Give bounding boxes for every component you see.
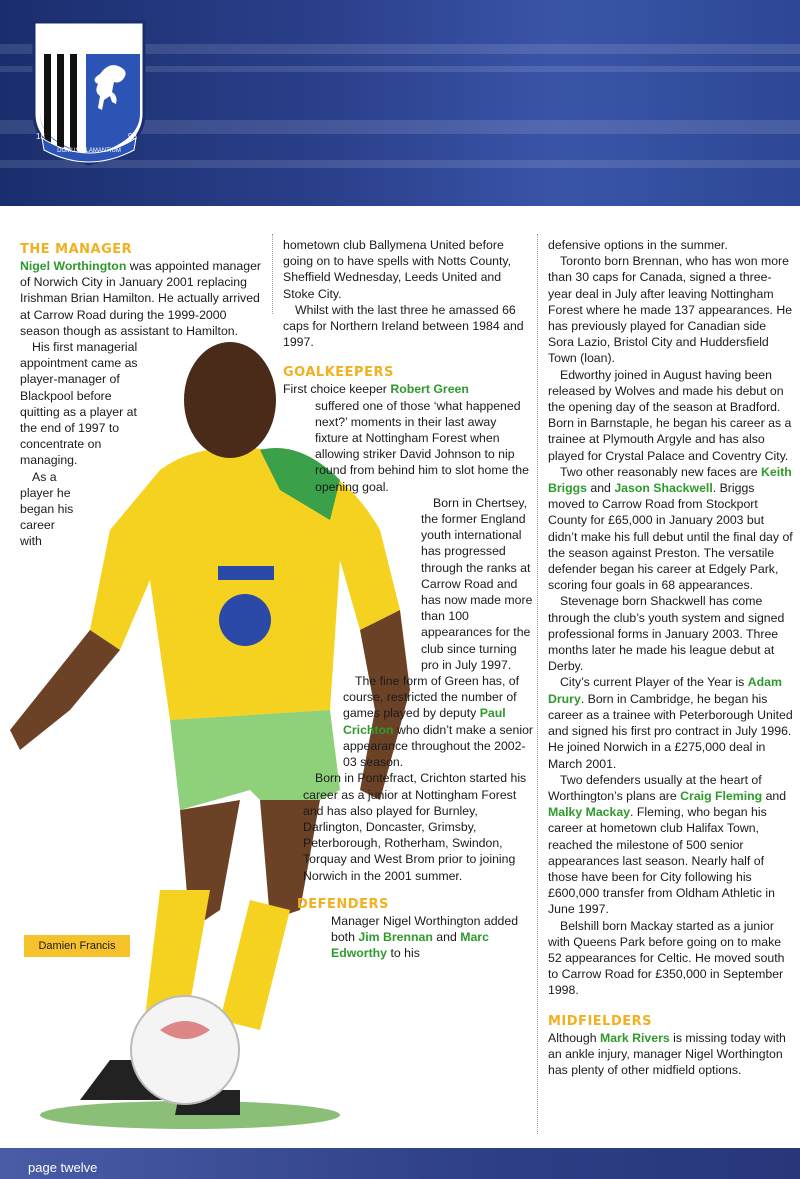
- photo-caption: Damien Francis: [24, 935, 130, 957]
- crest-title-line1: GILLINGHAM: [48, 28, 130, 40]
- crest-motto: DOMUS CLAMANTIUM: [57, 148, 121, 154]
- def-paragraph-9: Belshill born Mackay started as a junior with Queens Park before going on to make 52 appearances for Celtic. He moved south to Carrow Road for £350,000 in September 1998.: [548, 918, 785, 998]
- name-nigel-worthington: Nigel Worthington: [20, 259, 127, 273]
- def-paragraph-5a: Two other reasonably new faces are: [560, 464, 761, 479]
- def-paragraph-1a: Manager Nigel Worthington added both: [331, 913, 519, 944]
- def-paragraph-1b: to his: [387, 946, 420, 961]
- heading-the-manager: THE MANAGER: [20, 242, 133, 257]
- gk-paragraph-4: Born in Pontefract, Crichton started his career as a junior at Nottingham Forest and has also played for Burnley, Darlington, Doncaster, Grimsby, Peterborough, Rotherham, Swindon, Torquay and West Brom prior to joining Norwich in the 2001 summer.: [303, 771, 527, 883]
- manager-paragraph-4: hometown club Ballymena United before going on to have spells with Notts County, Sheffield Wednesday, Leeds United and Stoke City.: [283, 238, 512, 301]
- name-craig-fleming: Craig Fleming: [680, 788, 763, 803]
- manager-paragraph-5: Whilst with the last three he amassed 66 caps for Northern Ireland between 1984 and 1997.: [283, 302, 524, 350]
- name-jim-brennan: Jim Brennan: [358, 929, 433, 944]
- heading-goalkeepers: GOALKEEPERS: [283, 365, 394, 381]
- manager-paragraph-3: As a player he began his career with: [20, 469, 74, 549]
- page-number: page twelve: [28, 1160, 98, 1175]
- name-marc-edworthy: Marc Edworthy: [331, 929, 489, 961]
- def-paragraph-8-and: and: [762, 788, 787, 803]
- name-paul-crichton: Paul Crichton: [343, 706, 506, 737]
- def-paragraph-7b: . Born in Cambridge, he began his career as a trainee with Peterborough United and signed his first pro contract in July 1996. He joined Norwich in a £275,000 deal in March 2001.: [548, 691, 793, 771]
- footer-bar: [0, 1148, 800, 1179]
- name-mark-rivers: Mark Rivers: [599, 1030, 670, 1045]
- name-robert-green: Robert Green: [390, 382, 469, 397]
- def-paragraph-8a: Two defenders usually at the heart of Worthington’s plans are: [548, 772, 762, 803]
- def-paragraph-4: Edworthy joined in August having been released by Wolves and made his debut on the opening day of the season at Bradford. Born in Barnstaple, he began his career as a trainee at Plymouth Argyle and has also played for Crystal Palace and Coventry City.: [548, 367, 792, 463]
- column-manager: [20, 241, 265, 550]
- manager-paragraph-1: was appointed manager of Norwich City in January 2001 replacing Irishman Brian Hamilton. He actually arrived at Carrow Road during the 1999-2000 season though as assistant to Hamilton.: [20, 259, 261, 338]
- header-banner: [0, 0, 800, 206]
- crest-year-right: 93: [128, 132, 137, 141]
- def-paragraph-7a: City’s current Player of the Year is: [560, 675, 748, 690]
- name-adam-drury: Adam Drury: [548, 675, 782, 706]
- def-paragraph-6: Stevenage born Shackwell has come through the club’s youth system and signed professional forms in January 2003. Three months later he made his league debut at Derby.: [548, 594, 785, 674]
- gk-paragraph-2: Born in Chertsey, the former England youth international has progressed through the ranks at Carrow Road and has now made more than 100 appearances for the club since turning pro in July 1997.: [421, 495, 533, 672]
- gk-paragraph-1a: First choice keeper: [283, 382, 391, 397]
- mid-paragraph-1a: Although: [548, 1030, 600, 1045]
- club-crest-logo: [30, 18, 148, 168]
- name-malky-mackay: Malky Mackay: [548, 805, 631, 820]
- def-paragraph-2: defensive options in the summer.: [548, 238, 728, 252]
- gk-paragraph-1b: suffered one of those ‘what happened next?’ moments in their last away fixture at Nottingham Forest when allowing striker David Johnson to nip round from behind him to slot home the opening goal.: [315, 398, 529, 494]
- def-paragraph-5-and: and: [586, 481, 615, 496]
- mid-paragraph-1b: is missing today with an ankle injury, manager Nigel Worthington has plenty of other midfield options.: [548, 1030, 786, 1077]
- def-paragraph-1-and: and: [432, 929, 461, 944]
- crest-title-line2: FOOTBALL CLUB: [38, 40, 140, 52]
- manager-paragraph-2: His first managerial appointment came as player-manager of Blackpool before quitting as a player at the end of 1997 to concentrate on managing.: [20, 340, 138, 468]
- def-paragraph-5b: . Briggs moved to Carrow Road from Stockport County for £65,000 in January 2003 but didn’t make his full debut until the final day of the season against Preston. The versatile defender began his career at Edgely Park, scoring four goals in 68 appearances.: [548, 481, 793, 593]
- column-goalkeepers: [283, 237, 533, 961]
- heading-defenders: DEFENDERS: [297, 896, 389, 912]
- def-paragraph-3: Toronto born Brennan, who has won more than 30 caps for Canada, signed a three-year deal in July after leaving Nottingham Forest where he made 137 appearances. He has previously played for Canadian side Sora Lazio, Bristol City and Huddersfield Town (loan).: [548, 254, 793, 366]
- name-jason-shackwell: Jason Shackwell: [614, 481, 713, 496]
- heading-midfielders: MIDFIELDERS: [548, 1013, 652, 1029]
- crest-year-left: 18: [36, 132, 45, 141]
- gk-paragraph-3b: who didn’t make a senior appearance throughout the 2002-03 season.: [343, 722, 534, 770]
- def-paragraph-8b: . Fleming, who began his career at hometown club Halifax Town, reached the milestone of 500 senior appearances last season. Nearly half of those have been for City following his £600,000 transfer from Oldham Athletic in June 1997.: [548, 805, 775, 917]
- name-keith-briggs: Keith Briggs: [548, 464, 792, 496]
- gk-paragraph-3a: The fine form of Green has, of course, restricted the number of games played by deputy: [343, 674, 520, 721]
- column-defenders: [548, 237, 793, 1078]
